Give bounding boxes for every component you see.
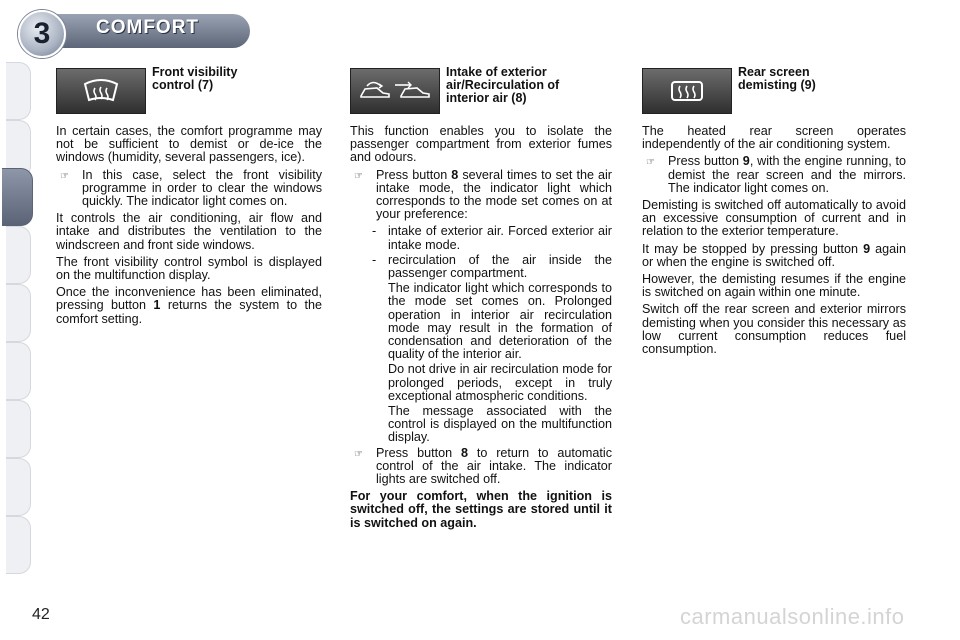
side-tab [6,342,31,400]
rear-demisting-section [642,66,906,360]
bold-note: For your comfort, when the ignition is switched off, the settings are stored until it is switched on again. [350,489,612,530]
pointing-hand-icon: ☞ [354,448,363,460]
chapter-side-tabs [0,62,36,582]
pointing-hand-icon: ☞ [646,157,655,169]
paragraph: Switch off the rear screen and exterior mirrors demisting when you consider this necessary as low current consumption reduces fuel consumption. [642,302,906,357]
paragraph: The front visibility control symbol is displayed on the multifunction display. [56,254,322,283]
rear-demisting-button-image [642,68,732,114]
instruction-bullet: ☞ Press button 8 to return to automatic control of the air intake. The indicator lights are switched off. [350,447,612,487]
dash-item: - recirculation of the air inside the passenger compartment. [372,252,612,281]
side-tab [6,226,31,284]
chapter-header [0,0,960,60]
paragraph: Demisting is switched off automatically to avoid an excessive consumption of current and in relation to the exterior temperature. [642,198,906,239]
instruction-bullet: ☞ Press button 9, with the engine running, to demist the rear screen and the mirrors. The indicator light comes on. [642,155,906,195]
paragraph: It controls the air conditioning, air flow and intake and distributes the ventilation to the windscreen and front side windows. [56,211,322,252]
side-tab [6,458,31,516]
page-number: 42 [32,606,50,623]
instruction-bullet: ☞ Press button 8 several times to set the air intake mode, the indicator light which corresponds to the mode set comes on at your preference: [350,169,612,222]
side-tab-active [2,168,33,226]
pointing-hand-icon: ☞ [354,170,363,182]
paragraph: The heated rear screen operates independently of the air conditioning system. [642,124,906,152]
rear-screen-demist-icon [667,76,707,106]
chapter-title: COMFORT [96,17,200,38]
side-tab [6,284,31,342]
rear-demisting-title: Rear screen demisting (9) [738,65,816,92]
dash-item: - intake of exterior air. Forced exterior air intake mode. [372,224,612,252]
chapter-number-badge: 3 [18,10,66,58]
paragraph: However, the demisting resumes if the engine is switched on again within one minute. [642,272,906,300]
indented-note: The indicator light which corresponds to the mode set comes on. Prolonged operation in interior air recirculation mode may result in the formation of condensation and deterioration of the quality of the interior air. [388,281,612,362]
front-visibility-section [56,66,322,330]
watermark: carmanualsonline.info [680,604,905,629]
side-tab [6,400,31,458]
paragraph: In certain cases, the comfort programme may not be sufficient to demist or de-ice the windows (humidity, several passengers, ice). [56,124,322,165]
air-intake-title: Intake of exterior air/Recirculation of interior air (8) [446,65,560,105]
indented-note: The message associated with the control is displayed on the multifunction display. [388,404,612,445]
windscreen-demist-icon [81,76,121,106]
paragraph: This function enables you to isolate the passenger compartment from exterior fumes and odours. [350,124,612,165]
indented-note: Do not drive in air recirculation mode for prolonged periods, except in truly exceptional atmospheric conditions. [388,362,612,403]
instruction-bullet: ☞ In this case, select the front visibility programme in order to clear the windows quickly. The indicator light comes on. [56,169,322,209]
side-tab [6,62,31,120]
air-intake-button-image [350,68,440,114]
pointing-hand-icon: ☞ [60,170,69,182]
air-recirculation-icon [355,76,435,106]
air-intake-section [350,66,612,534]
paragraph: It may be stopped by pressing button 9 again or when the engine is switched off. [642,241,906,269]
side-tab [6,516,31,574]
front-visibility-title: Front visibility control (7) [152,65,238,92]
front-visibility-button-image [56,68,146,114]
paragraph: Once the inconvenience has been eliminated, pressing button 1 returns the system to the comfort setting. [56,285,322,326]
